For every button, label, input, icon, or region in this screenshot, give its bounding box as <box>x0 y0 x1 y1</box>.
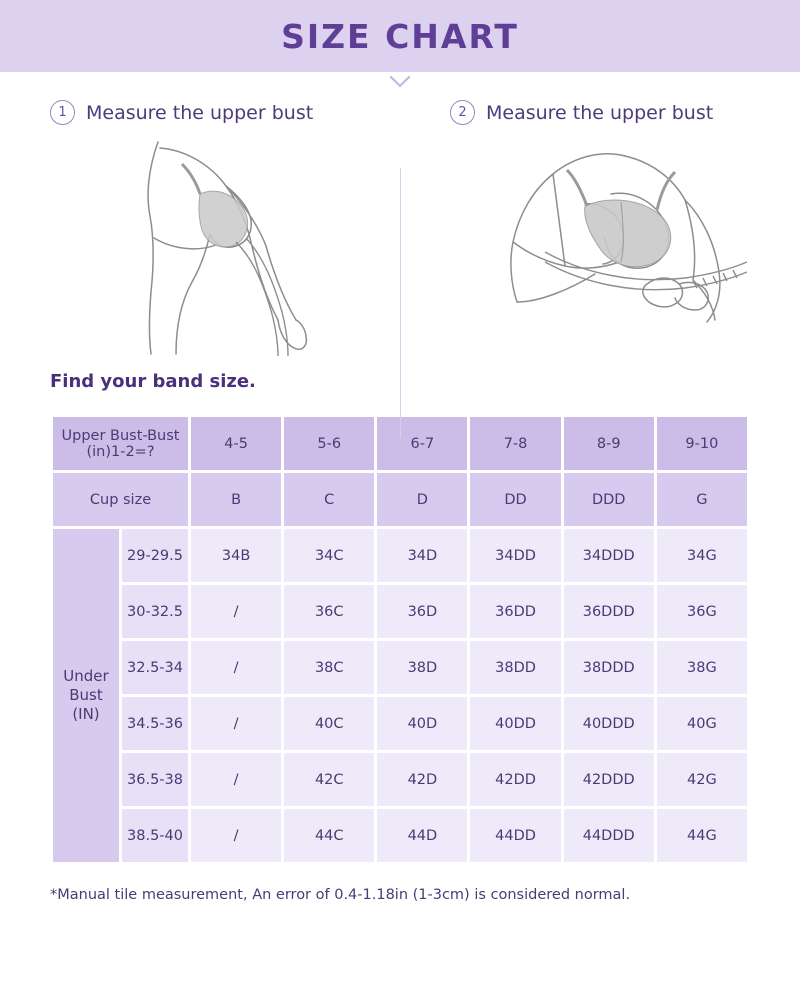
size-cell: 40G <box>657 697 747 750</box>
cup-size-value: D <box>377 473 467 526</box>
size-cell: 40C <box>284 697 374 750</box>
size-cell: 42D <box>377 753 467 806</box>
size-cell: 36D <box>377 585 467 638</box>
size-cell: 34B <box>191 529 281 582</box>
upper-bust-row-label: Upper Bust-Bust (in)1-2=? <box>53 417 188 470</box>
size-cell: 36C <box>284 585 374 638</box>
size-cell: 36G <box>657 585 747 638</box>
table-row-cup-size <box>53 473 747 526</box>
size-cell: 36DDD <box>564 585 654 638</box>
size-cell: 38C <box>284 641 374 694</box>
upper-bust-value: 7-8 <box>470 417 560 470</box>
step-divider <box>400 168 401 438</box>
size-cell: 42DD <box>470 753 560 806</box>
step-1-number: 1 <box>50 100 75 125</box>
cup-size-value: DD <box>470 473 560 526</box>
under-bust-side-label-line2: (IN) <box>72 704 100 723</box>
size-cell: 40DD <box>470 697 560 750</box>
size-cell: 34G <box>657 529 747 582</box>
size-chart-table <box>50 414 750 865</box>
table-row <box>53 753 747 806</box>
under-bust-range: 32.5-34 <box>122 641 188 694</box>
size-cell: 38D <box>377 641 467 694</box>
table-row <box>53 697 747 750</box>
step-1-label: Measure the upper bust <box>86 101 314 124</box>
upper-bust-value: 9-10 <box>657 417 747 470</box>
cup-size-value: G <box>657 473 747 526</box>
under-bust-range: 38.5-40 <box>122 809 188 862</box>
size-cell: 40DDD <box>564 697 654 750</box>
step-1-header <box>18 100 382 125</box>
upper-bust-value: 5-6 <box>284 417 374 470</box>
size-cell: 38DDD <box>564 641 654 694</box>
measurement-steps <box>0 72 800 361</box>
side-profile-measuring-bust-illustration <box>18 131 382 361</box>
size-cell: 42DDD <box>564 753 654 806</box>
size-table-wrapper <box>50 414 750 865</box>
size-cell: 38DD <box>470 641 560 694</box>
under-bust-range: 29-29.5 <box>122 529 188 582</box>
size-cell: 44C <box>284 809 374 862</box>
measurement-footnote: *Manual tile measurement, An error of 0.4-1.18in (1-3cm) is considered normal. <box>50 887 631 903</box>
step-2-label: Measure the upper bust <box>486 101 714 124</box>
size-cell: 42G <box>657 753 747 806</box>
step-2-header <box>418 100 782 125</box>
size-cell: 34D <box>377 529 467 582</box>
cup-size-value: DDD <box>564 473 654 526</box>
upper-bust-value: 8-9 <box>564 417 654 470</box>
size-cell: / <box>191 809 281 862</box>
step-1 <box>0 100 400 361</box>
size-cell: 44D <box>377 809 467 862</box>
table-row <box>53 641 747 694</box>
size-cell: 34DD <box>470 529 560 582</box>
under-bust-side-label <box>53 529 119 862</box>
cup-size-value: B <box>191 473 281 526</box>
page-header <box>0 0 800 72</box>
page-title: SIZE CHART <box>281 16 519 56</box>
table-row <box>53 809 747 862</box>
size-cell: 44DDD <box>564 809 654 862</box>
under-bust-side-label-line1: Under Bust <box>63 667 109 705</box>
size-cell: 44G <box>657 809 747 862</box>
step-2-number: 2 <box>450 100 475 125</box>
size-cell: 38G <box>657 641 747 694</box>
size-cell: / <box>191 697 281 750</box>
cup-size-value: C <box>284 473 374 526</box>
size-cell: / <box>191 585 281 638</box>
band-size-section-title: Find your band size. <box>50 371 256 392</box>
upper-bust-value: 6-7 <box>377 417 467 470</box>
under-bust-range: 34.5-36 <box>122 697 188 750</box>
under-bust-range: 36.5-38 <box>122 753 188 806</box>
size-cell: / <box>191 641 281 694</box>
table-row <box>53 529 747 582</box>
size-cell: 42C <box>284 753 374 806</box>
upper-bust-value: 4-5 <box>191 417 281 470</box>
size-cell: 40D <box>377 697 467 750</box>
size-cell: 34DDD <box>564 529 654 582</box>
size-cell: / <box>191 753 281 806</box>
size-cell: 44DD <box>470 809 560 862</box>
size-cell: 34C <box>284 529 374 582</box>
cup-size-row-label: Cup size <box>53 473 188 526</box>
size-cell: 36DD <box>470 585 560 638</box>
under-bust-range: 30-32.5 <box>122 585 188 638</box>
step-2 <box>400 100 800 361</box>
front-profile-measuring-bust-illustration <box>418 131 782 361</box>
table-row <box>53 585 747 638</box>
